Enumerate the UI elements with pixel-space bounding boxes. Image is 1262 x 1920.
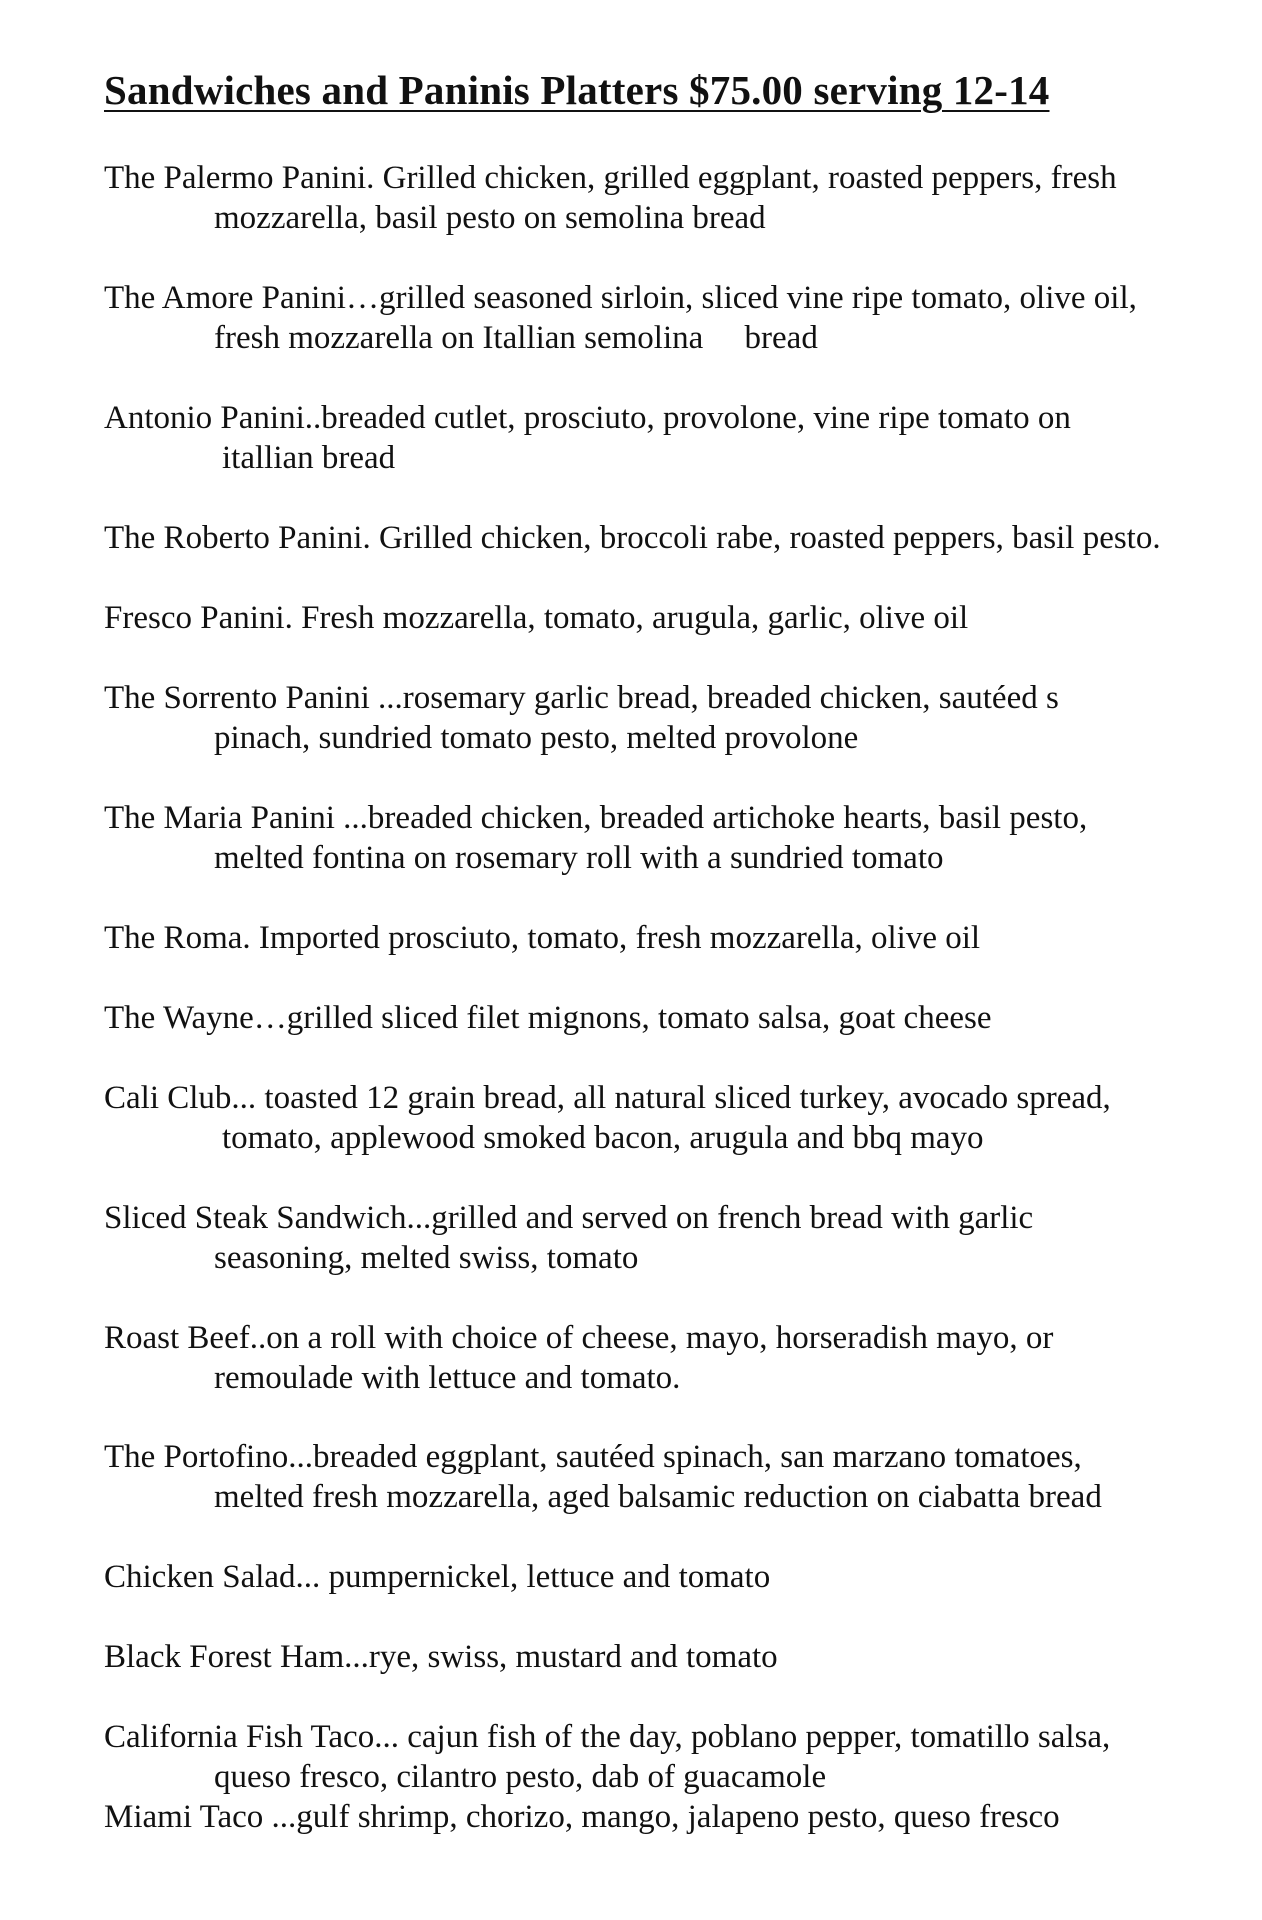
menu-item-chicken-salad: [104, 1557, 770, 1597]
menu-item-line: The Palermo Panini. Grilled chicken, grilled eggplant, roasted peppers, fresh: [104, 160, 1117, 196]
menu-item-cali-club: [104, 1078, 1111, 1158]
menu-item-roberto-panini: [104, 518, 1161, 558]
menu-item-line: The Roma. Imported prosciuto, tomato, fresh mozzarella, olive oil: [104, 920, 981, 956]
menu-item-line: Roast Beef..on a roll with choice of cheese, mayo, horseradish mayo, or: [104, 1320, 1054, 1356]
menu-item-line: Antonio Panini..breaded cutlet, prosciuto, provolone, vine ripe tomato on: [104, 400, 1071, 436]
menu-item-amore-panini: [104, 278, 1137, 358]
menu-item-line: Fresco Panini. Fresh mozzarella, tomato, arugula, garlic, olive oil: [104, 600, 969, 636]
menu-item-line-continued: fresh mozzarella on Itallian semolina bread: [214, 320, 818, 356]
menu-item-line-continued: queso fresco, cilantro pesto, dab of guacamole: [214, 1759, 827, 1795]
menu-title: Sandwiches and Paninis Platters $75.00 serving 12-14: [104, 67, 1050, 113]
menu-item-miami-taco: [104, 1797, 1060, 1837]
menu-item-maria-panini: [104, 798, 1087, 878]
menu-item-line: California Fish Taco... cajun fish of the day, poblano pepper, tomatillo salsa,: [104, 1719, 1111, 1755]
menu-item-line: The Portofino...breaded eggplant, sautéed spinach, san marzano tomatoes,: [104, 1439, 1082, 1475]
menu-item-sliced-steak-sandwich: [104, 1198, 1033, 1278]
menu-item-line: The Roberto Panini. Grilled chicken, broccoli rabe, roasted peppers, basil pesto.: [104, 520, 1161, 556]
menu-item-line: Black Forest Ham...rye, swiss, mustard and tomato: [104, 1639, 778, 1675]
menu-item-line: Miami Taco ...gulf shrimp, chorizo, mango, jalapeno pesto, queso fresco: [104, 1799, 1060, 1835]
menu-item-line: The Amore Panini…grilled seasoned sirloin, sliced vine ripe tomato, olive oil,: [104, 280, 1137, 316]
menu-item-line-continued: mozzarella, basil pesto on semolina bread: [214, 200, 766, 236]
menu-item-roast-beef: [104, 1318, 1053, 1398]
menu-item-line: The Sorrento Panini ...rosemary garlic bread, breaded chicken, sautéed s: [104, 680, 1059, 716]
menu-item-antonio-panini: [104, 398, 1071, 478]
menu-item-black-forest-ham: [104, 1637, 778, 1677]
menu-item-line-continued: tomato, applewood smoked bacon, arugula and bbq mayo: [222, 1120, 984, 1156]
menu-item-roma: [104, 918, 980, 958]
menu-item-line-continued: melted fresh mozzarella, aged balsamic reduction on ciabatta bread: [214, 1479, 1102, 1515]
menu-item-line-continued: seasoning, melted swiss, tomato: [214, 1240, 639, 1276]
menu-item-line: Cali Club... toasted 12 grain bread, all natural sliced turkey, avocado spread,: [104, 1080, 1111, 1116]
menu-item-line: The Wayne…grilled sliced filet mignons, tomato salsa, goat cheese: [104, 1000, 992, 1036]
menu-item-line: The Maria Panini ...breaded chicken, breaded artichoke hearts, basil pesto,: [104, 800, 1088, 836]
menu-item-portofino: [104, 1437, 1102, 1517]
menu-item-line-continued: melted fontina on rosemary roll with a sundried tomato: [214, 840, 944, 876]
menu-item-fresco-panini: [104, 598, 968, 638]
menu-item-sorrento-panini: [104, 678, 1059, 758]
menu-item-line-continued: itallian bread: [222, 440, 396, 476]
menu-item-line-continued: pinach, sundried tomato pesto, melted provolone: [214, 720, 859, 756]
menu-item-california-fish-taco: [104, 1717, 1110, 1797]
menu-item-palermo-panini: [104, 158, 1117, 238]
menu-item-line-continued: remoulade with lettuce and tomato.: [214, 1360, 681, 1396]
menu-item-line: Chicken Salad... pumpernickel, lettuce and tomato: [104, 1559, 771, 1595]
menu-item-line: Sliced Steak Sandwich...grilled and served on french bread with garlic: [104, 1200, 1034, 1236]
menu-item-wayne: [104, 998, 992, 1038]
